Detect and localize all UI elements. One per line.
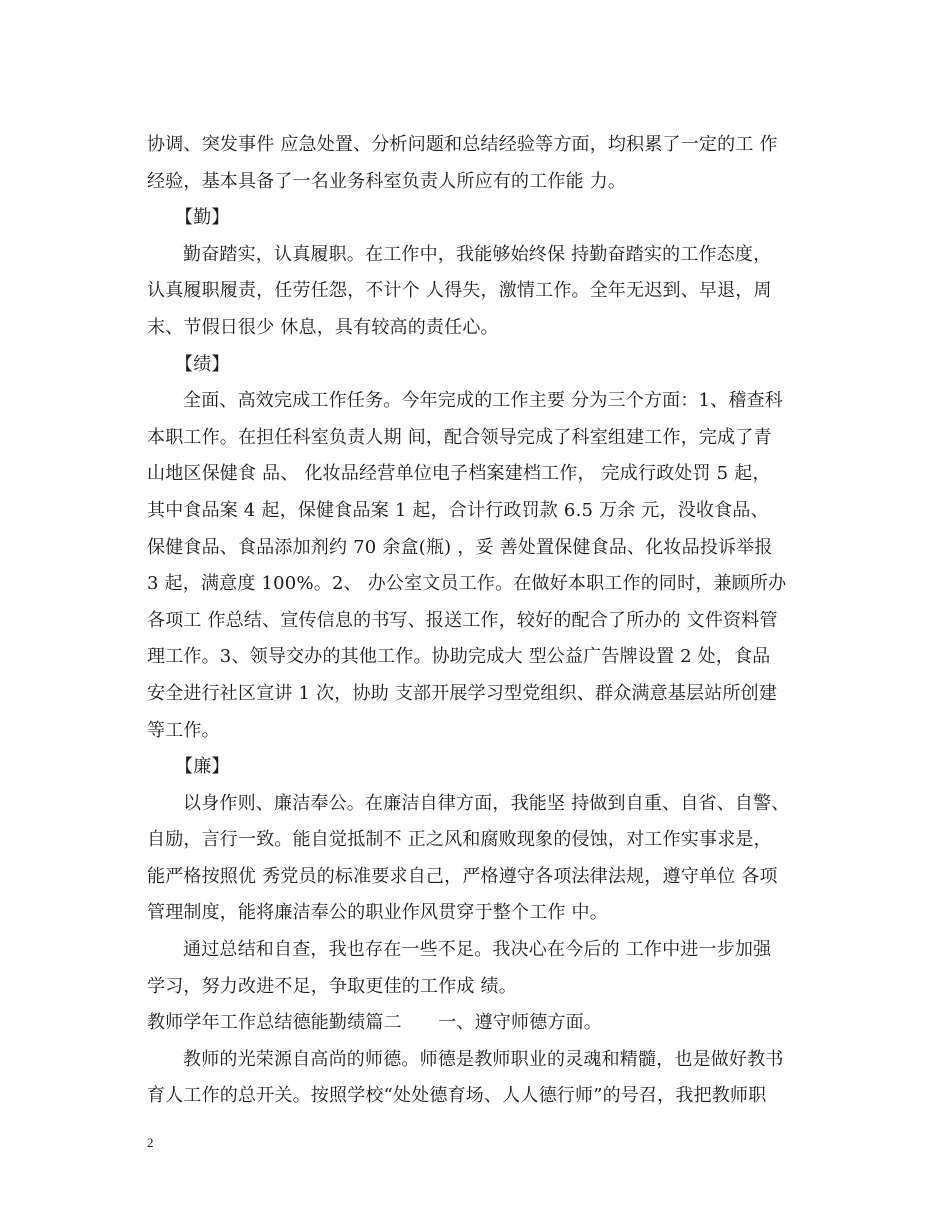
body-line: 安全进行社区宣讲 1 次，协助 支部开展学习型党组织、群众满意基层站所创建: [147, 682, 778, 704]
section-heading-ji: 【绩】: [175, 353, 230, 375]
body-line: 山地区保健食 品、 化妆品经营单位电子档案建档工作， 完成行政处罚 5 起，: [147, 463, 771, 485]
article-title-line: 教师学年工作总结德能勤绩篇二 一、遵守师德方面。: [147, 1012, 602, 1034]
page-number: 2: [147, 1135, 154, 1150]
body-line: 育人工作的总开关。按照学校“处处德育场、人人德行师”的号召，我把教师职: [147, 1085, 767, 1107]
paragraph-first-line: 教师的光荣源自高尚的师德。师德是教师职业的灵魂和精髓，也是做好教书: [183, 1048, 784, 1070]
paragraph-first-line: 通过总结和自查，我也存在一些不足。我决心在今后的 工作中进一步加强: [183, 939, 772, 961]
document-body: [147, 127, 807, 1115]
body-line: 各项工 作总结、宣传信息的书写、报送工作，较好的配合了所办的 文件资料管: [147, 609, 778, 631]
body-line: 经验，基本具备了一名业务科室负责人所应有的工作能 力。: [147, 170, 627, 192]
body-line: 认真履职履责，任劳任怨，不计个 人得失，激情工作。全年无迟到、早退，周: [147, 280, 772, 302]
body-line: 其中食品案 4 起，保健食品案 1 起，合计行政罚款 6.5 万余 元，没收食品、: [147, 499, 769, 521]
body-line: 自励，言行一致。能自觉抵制不 正之风和腐败现象的侵蚀，对工作实事求是，: [147, 829, 772, 851]
body-line: 末、节假日很少 休息，具有较高的责任心。: [147, 316, 499, 338]
body-line: 能严格按照优 秀党员的标准要求自己，严格遵守各项法律法规，遵守单位 各项: [147, 865, 778, 887]
body-line: 协调、突发事件 应急处置、分析问题和总结经验等方面，均积累了一定的工 作: [147, 134, 778, 155]
body-line: 理工作。3、领导交办的其他工作。协助完成大 型公益广告牌设置 2 处，食品: [147, 646, 771, 668]
body-line: 本职工作。在担任科室负责人期 间，配合领导完成了科室组建工作，完成了青: [147, 426, 772, 448]
paragraph-first-line: 以身作则、廉洁奉公。在廉洁自律方面，我能坚 持做到自重、自省、自警、: [183, 792, 790, 814]
body-line: 3 起，满意度 100%。2、 办公室文员工作。在做好本职工作的同时，兼顾所办: [147, 573, 787, 595]
section-heading-lian: 【廉】: [175, 756, 230, 778]
body-line: 管理制度，能将廉洁奉公的职业作风贯穿于整个工作 中。: [147, 902, 608, 924]
body-line: 学习，努力改进不足，争取更佳的工作成 绩。: [147, 975, 517, 997]
body-line: 等工作。: [147, 719, 220, 741]
paragraph-first-line: 全面、高效完成工作任务。今年完成的工作主要 分为三个方面：1、稽查科: [183, 390, 783, 412]
paragraph-first-line: 勤奋踏实，认真履职。在工作中，我能够始终保 持勤奋踏实的工作态度，: [183, 243, 772, 265]
body-line: 保健食品、食品添加剂约 70 余盒(瓶) ，妥 善处置保健食品、化妆品投诉举报: [147, 536, 773, 558]
section-heading-qin: 【勤】: [175, 207, 230, 229]
